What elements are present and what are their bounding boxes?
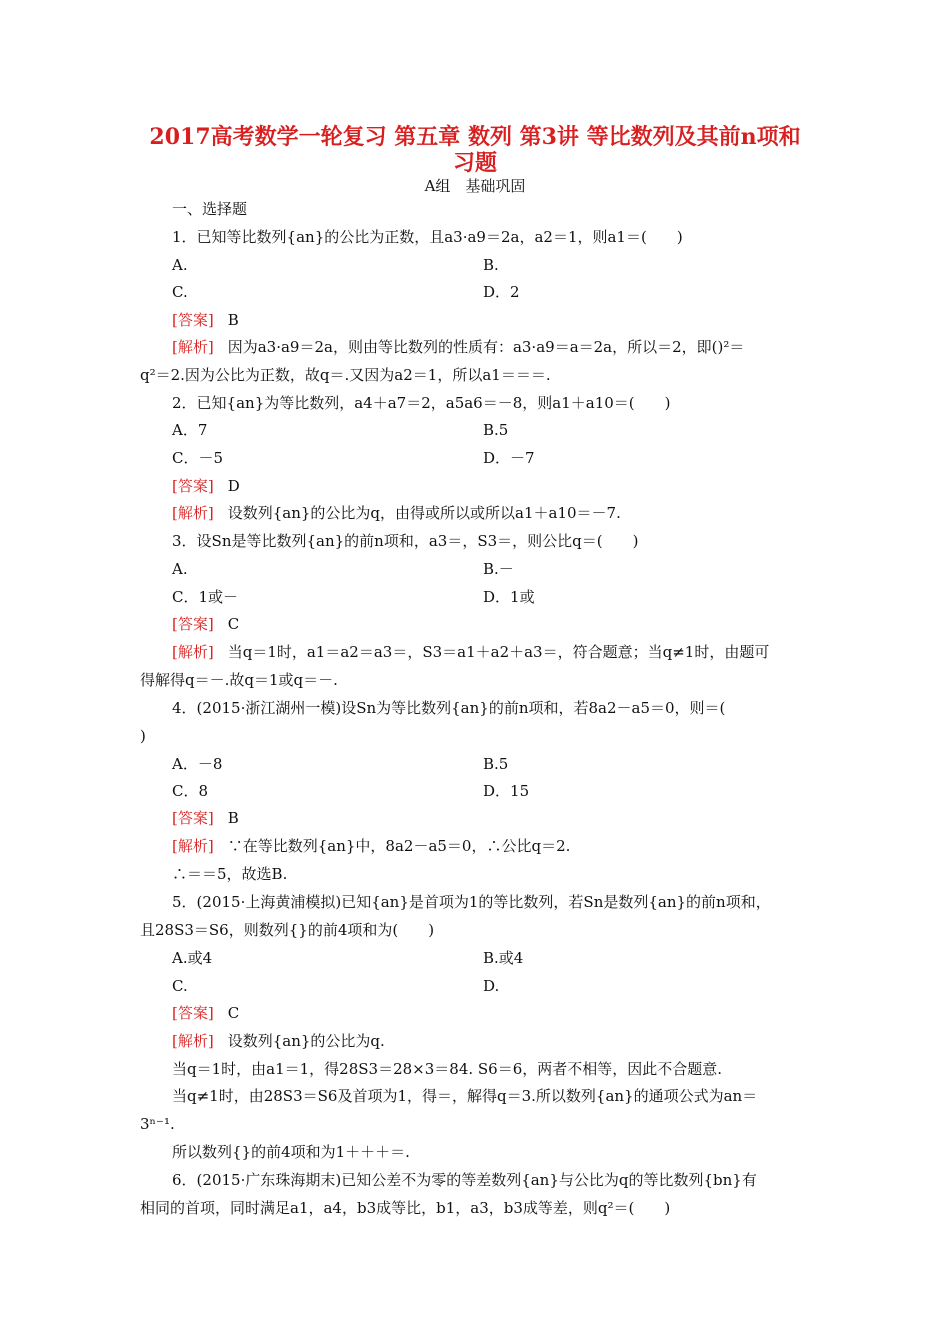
q4-answer-row	[172, 808, 239, 828]
q1-analysis-2: q²＝2.因为公比为正数，故q＝.又因为a2＝1，所以a1＝＝＝.	[140, 366, 551, 384]
q4-analysis-1: ∵在等比数列{an}中，8a2－a5＝0，∴公比q＝2.	[227, 837, 571, 855]
q5-answer-row	[172, 1003, 239, 1023]
q1-stem: 1．已知等比数列{an}的公比为正数，且a3·a9＝2a，a2＝1，则a1＝( )	[172, 228, 683, 246]
q1-option-d: D．2	[483, 283, 520, 301]
q1-analysis-row	[172, 337, 744, 357]
q4-stem-2: )	[140, 727, 146, 745]
q3-analysis-2: 得解得q＝－.故q＝1或q＝－.	[140, 671, 338, 689]
q3-option-a: A.	[172, 560, 188, 578]
q3-option-b: B.－	[483, 560, 514, 578]
q3-option-d: D．1或	[483, 588, 535, 606]
answer-tag: [答案]	[172, 615, 214, 633]
q4-option-a: A．－8	[172, 755, 223, 773]
q6-stem-1: 6．(2015·广东珠海期末)已知公差不为零的等差数列{an}与公比为q的等比数列{bn}有	[172, 1171, 757, 1189]
q5-analysis-2: 当q＝1时，由a1＝1，得28S3＝28×3＝84. S6＝6，两者不相等，因此不合题意.	[172, 1060, 723, 1078]
q3-analysis-row	[172, 642, 769, 662]
q2-stem: 2．已知{an}为等比数列，a4＋a7＝2，a5a6＝－8，则a1＋a10＝( )	[172, 394, 671, 412]
q5-answer: C	[227, 1004, 240, 1022]
q4-answer: B	[227, 809, 239, 827]
q2-answer: D	[227, 477, 240, 495]
group-subtitle: A组 基础巩固	[424, 177, 526, 195]
analysis-tag: [解析]	[172, 1032, 214, 1050]
q2-analysis-1: 设数列{an}的公比为q，由得或所以或所以a1＋a10＝－7.	[227, 504, 621, 522]
q4-analysis-2: ∴＝＝5，故选B.	[172, 865, 288, 883]
q1-option-a: A.	[172, 256, 188, 274]
q5-analysis-1: 设数列{an}的公比为q.	[227, 1032, 385, 1050]
q2-analysis-row	[172, 503, 621, 523]
q5-analysis-4: 3ⁿ⁻¹.	[140, 1115, 175, 1133]
answer-tag: [答案]	[172, 477, 214, 495]
q1-option-b: B.	[483, 256, 499, 274]
answer-tag: [答案]	[172, 1004, 214, 1022]
document-title-line-1: 2017高考数学一轮复习 第五章 数列 第3讲 等比数列及其前n项和	[149, 124, 801, 150]
analysis-tag: [解析]	[172, 837, 214, 855]
document-title-line-2: 习题	[452, 150, 497, 176]
q4-option-d: D．15	[483, 782, 530, 800]
q3-option-c: C．1或－	[172, 588, 239, 606]
q2-option-b: B.5	[483, 421, 509, 439]
q1-answer: B	[227, 311, 239, 329]
q1-option-c: C.	[172, 283, 188, 301]
q2-option-c: C．－5	[172, 449, 224, 467]
q4-stem-1: 4．(2015·浙江湖州一模)设Sn为等比数列{an}的前n项和，若8a2－a5＝0，则＝(	[172, 699, 726, 717]
q5-option-b: B.或4	[483, 949, 524, 967]
q1-analysis-1: 因为a3·a9＝2a，则由等比数列的性质有：a3·a9＝a＝2a，所以＝2，即()²＝	[227, 338, 745, 356]
section-heading: 一、选择题	[172, 200, 248, 218]
q3-answer: C	[227, 615, 240, 633]
q5-option-d: D.	[483, 977, 500, 995]
answer-tag: [答案]	[172, 809, 214, 827]
q2-option-a: A．7	[172, 421, 208, 439]
q6-stem-2: 相同的首项，同时满足a1，a4，b3成等比，b1，a3，b3成等差，则q²＝( )	[140, 1199, 671, 1217]
answer-tag: [答案]	[172, 311, 214, 329]
analysis-tag: [解析]	[172, 338, 214, 356]
q4-option-b: B.5	[483, 755, 509, 773]
q3-analysis-1: 当q＝1时，a1＝a2＝a3＝，S3＝a1＋a2＋a3＝，符合题意；当q≠1时，由题可	[227, 643, 770, 661]
q5-stem-1: 5．(2015·上海黄浦模拟)已知{an}是首项为1的等比数列，若Sn是数列{an}的前n项和，	[172, 893, 771, 911]
q4-analysis-row	[172, 836, 570, 856]
q3-answer-row	[172, 614, 239, 634]
q5-analysis-3: 当q≠1时，由28S3＝S6及首项为1，得＝，解得q＝3.所以数列{an}的通项公式为an＝	[172, 1087, 758, 1105]
q5-option-c: C.	[172, 977, 188, 995]
q1-answer-row	[172, 310, 239, 330]
analysis-tag: [解析]	[172, 504, 214, 522]
q2-answer-row	[172, 476, 240, 496]
q5-option-a: A.或4	[172, 949, 213, 967]
q4-option-c: C．8	[172, 782, 209, 800]
q5-stem-2: 且28S3＝S6，则数列{}的前4项和为( )	[140, 921, 435, 939]
q5-analysis-5: 所以数列{}的前4项和为1＋＋＋＝.	[172, 1143, 410, 1161]
analysis-tag: [解析]	[172, 643, 214, 661]
q5-analysis-row	[172, 1031, 385, 1051]
q3-stem: 3．设Sn是等比数列{an}的前n项和，a3＝，S3＝，则公比q＝( )	[172, 532, 639, 550]
q2-option-d: D．－7	[483, 449, 535, 467]
